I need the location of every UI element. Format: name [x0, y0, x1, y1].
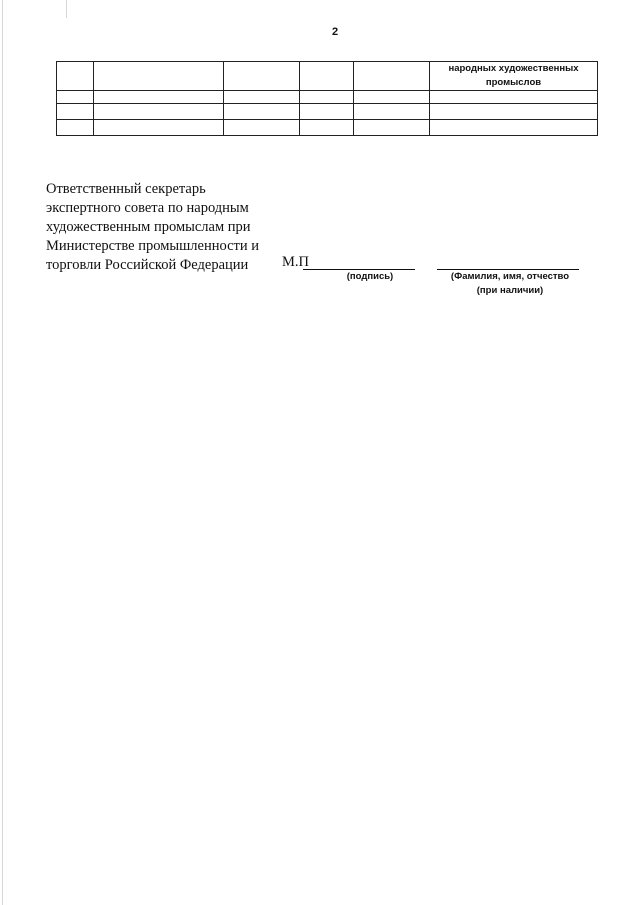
signature-caption: (подпись) — [346, 271, 394, 282]
signatory-title-line: художественным промыслам при — [46, 219, 251, 235]
table-row — [57, 91, 598, 104]
table-cell — [57, 91, 94, 104]
register-table — [56, 61, 598, 136]
signatory-title-line: торговли Российской Федерации — [46, 257, 249, 273]
table-cell — [300, 91, 354, 104]
table-cell — [94, 62, 224, 91]
table-cell — [430, 91, 598, 104]
full-name-caption-line2: (при наличии) — [476, 285, 544, 296]
table-row — [57, 104, 598, 120]
signatory-title-line: экспертного совета по народным — [46, 200, 249, 216]
table-cell — [354, 104, 430, 120]
page-number: 2 — [331, 26, 339, 38]
table-cell — [354, 91, 430, 104]
table-cell — [354, 120, 430, 136]
seal-placeholder-label: М.П — [282, 254, 309, 270]
table-cell — [57, 104, 94, 120]
scan-edge-top-left — [66, 0, 67, 18]
table-cell — [354, 62, 430, 91]
table-cell — [300, 62, 354, 91]
table-cell-crafts-heading: народных художественных промыслов — [430, 62, 598, 91]
table-cell — [94, 104, 224, 120]
full-name-caption-line1: (Фамилия, имя, отчество — [450, 271, 570, 282]
table-cell — [224, 62, 300, 91]
table-cell — [94, 120, 224, 136]
table-cell — [57, 120, 94, 136]
table-cell — [224, 104, 300, 120]
scan-edge-left — [2, 0, 3, 905]
table-cell — [224, 91, 300, 104]
table-cell — [224, 120, 300, 136]
signatory-title-line: Ответственный секретарь — [46, 181, 206, 197]
table-row — [57, 120, 598, 136]
signatory-title — [46, 180, 296, 275]
table-cell — [300, 104, 354, 120]
table-cell — [430, 104, 598, 120]
table-cell — [430, 120, 598, 136]
table-cell — [300, 120, 354, 136]
table-row — [57, 62, 598, 91]
signatory-title-line: Министерстве промышленности и — [46, 238, 260, 254]
table-cell — [57, 62, 94, 91]
table-cell — [94, 91, 224, 104]
